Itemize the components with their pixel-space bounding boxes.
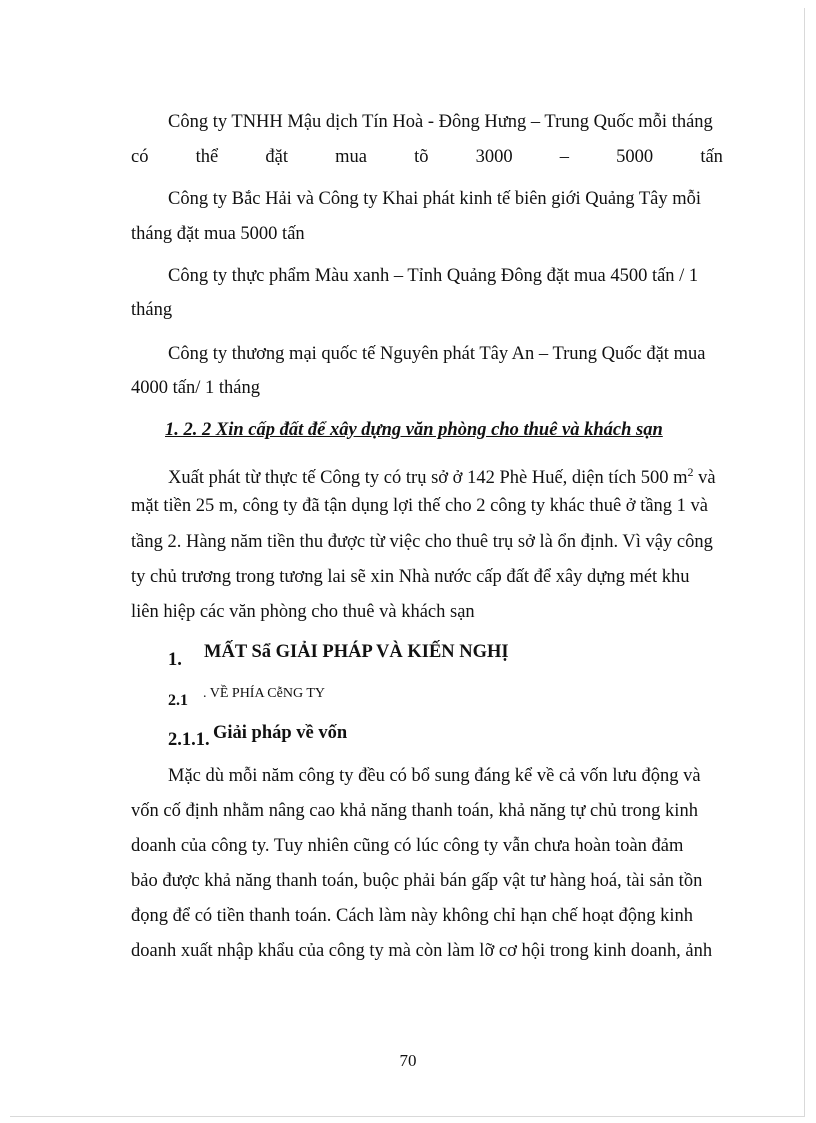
body-line4: bảo được khả năng thanh toán, buộc phải bán gấp vật tư hàng hoá, tài sản tồn [131,871,703,891]
word: 3000 [475,147,513,167]
para4-line1: Công ty thương mại quốc tế Nguyên phát Tây An – Trung Quốc đặt mua [168,344,706,364]
body-line5: đọng để có tiền thanh toán. Cách làm này không chỉ hạn chế hoạt động kinh [131,906,694,926]
subsubsection-number: 2.1.1. [168,730,210,750]
word: 5000 [616,147,654,167]
superscript-2: 2 [687,465,694,479]
section-line4: ty chủ trương trong tương lai sẽ xin Nhà nước cấp đất để xây dựng mét khu [131,567,690,587]
word: tõ [414,147,429,167]
para2-line2: tháng đặt mua 5000 tấn [131,224,305,244]
section-line1-text: Xuất phát từ thực tế Công ty có trụ sở ở 142 Phè Huế, diện tích 500 m [168,468,688,489]
word: thể [195,147,219,167]
para3-line2: tháng [131,300,173,320]
body-line6: doanh xuất nhập khẩu của công ty mà còn làm lỡ cơ hội trong kinh doanh, ảnh [131,941,713,961]
section-line1 [168,461,723,489]
section-line2: mặt tiền 25 m, công ty đã tận dụng lợi thế cho 2 công ty khác thuê ở tầng 1 và [131,496,709,516]
subsection-number: 2.1 [168,692,188,709]
word: – [559,147,570,167]
body-line2: vốn cố định nhằm nâng cao khả năng thanh toán, khả năng tự chủ trong kinh [131,801,698,821]
para4-line2: 4000 tấn/ 1 tháng [131,378,260,398]
para2-line1: Công ty Bắc Hải và Công ty Khai phát kinh tế biên giới Quảng Tây mỗi [168,189,702,209]
page-number: 70 [399,1051,417,1070]
word: mua [335,147,367,167]
subsection-title: . VỀ PHÍA CễNG TY [203,686,325,701]
body-line3: doanh của công ty. Tuy nhiên cũng có lúc công ty vẫn chưa hoàn toàn đảm [131,836,684,856]
section-heading: 1. 2. 2 Xin cấp đất để xây dựng văn phòng cho thuê và khách sạn [165,420,663,440]
section-line5: liên hiệp các văn phòng cho thuê và khách sạn [131,602,475,622]
para1-line2 [131,146,723,168]
chapter-number: 1. [168,650,182,670]
section-line1-end: và [693,468,716,489]
body-line1: Mặc dù mỗi năm công ty đều có bổ sung đáng kể về cả vốn lưu động và [168,766,701,786]
para1-line1: Công ty TNHH Mậu dịch Tín Hoà - Đông Hưng – Trung Quốc mỗi tháng [168,112,713,132]
word: tấn [700,147,723,167]
section-line3: tầng 2. Hàng năm tiền thu được từ việc cho thuê trụ sở là ổn định. Vì vậy công [131,532,713,552]
word: đặt [265,147,288,167]
word: có [131,147,149,167]
subsubsection-title: Giải pháp về vốn [213,723,348,743]
chapter-title: MẤT Sẩ GIẢI PHÁP VÀ KIẾN NGHỊ [204,642,509,662]
para3-line1: Công ty thực phẩm Màu xanh – Tỉnh Quảng Đông đặt mua 4500 tấn / 1 [168,266,699,286]
